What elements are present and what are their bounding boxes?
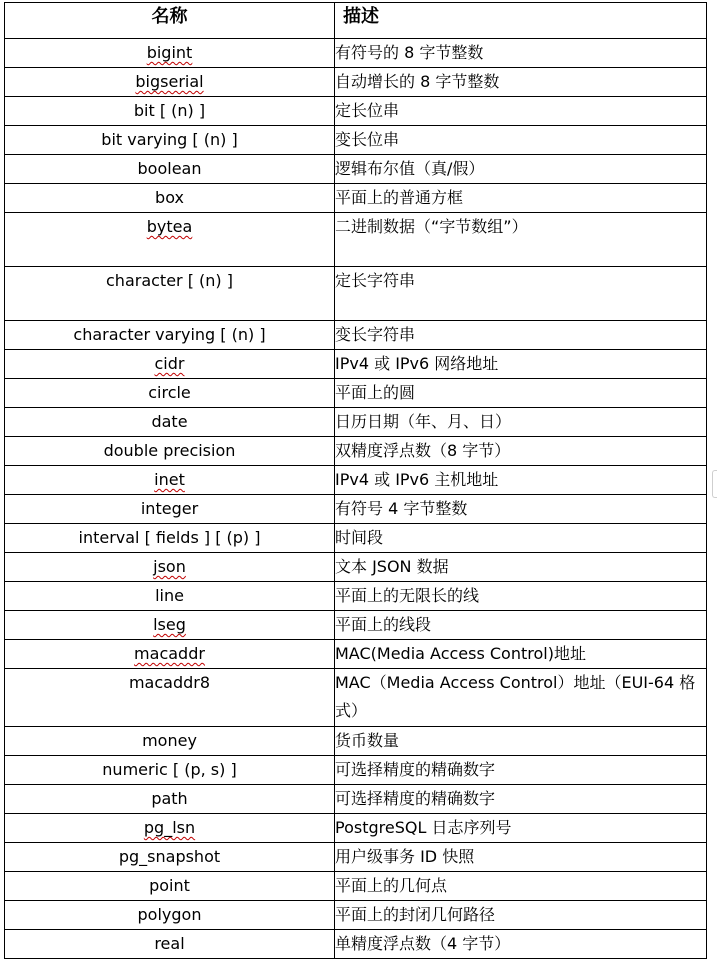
table-row (5, 872, 707, 901)
type-description: 可选择精度的精确数字 (335, 785, 707, 814)
table-row (5, 930, 707, 959)
type-name: point (149, 876, 190, 895)
type-name: cidr (154, 354, 185, 373)
type-name-cell (5, 379, 335, 408)
table-row (5, 97, 707, 126)
type-name: bigserial (135, 72, 204, 91)
table-row (5, 611, 707, 640)
table-row (5, 843, 707, 872)
table-row (5, 901, 707, 930)
table-row (5, 669, 707, 727)
type-name: pg_snapshot (118, 847, 221, 866)
type-description: IPv4 或 IPv6 网络地址 (335, 350, 707, 379)
type-name: box (155, 188, 184, 207)
type-description: 平面上的无限长的线 (335, 582, 707, 611)
type-name-cell (5, 39, 335, 68)
type-name: interval [ fields ] [ (p) ] (78, 528, 261, 547)
type-name-cell (5, 524, 335, 553)
type-name: date (151, 412, 188, 431)
type-name: bit [ (n) ] (133, 101, 206, 120)
type-name-cell (5, 97, 335, 126)
type-name-cell (5, 350, 335, 379)
table-row (5, 756, 707, 785)
table-row (5, 553, 707, 582)
type-name-cell (5, 68, 335, 97)
type-name: numeric [ (p, s) ] (102, 760, 237, 779)
type-name-cell (5, 408, 335, 437)
table-body (5, 39, 707, 959)
type-description: IPv4 或 IPv6 主机地址 (335, 466, 707, 495)
type-description: 平面上的圆 (335, 379, 707, 408)
type-name: money (142, 731, 197, 750)
type-name-cell (5, 640, 335, 669)
type-name: pg_lsn (143, 818, 196, 837)
type-description: 有符号的 8 字节整数 (335, 39, 707, 68)
type-description: 可选择精度的精确数字 (335, 756, 707, 785)
table-row (5, 495, 707, 524)
table-row (5, 321, 707, 350)
type-name: character [ (n) ] (106, 271, 233, 290)
type-name-cell (5, 930, 335, 959)
table-row (5, 582, 707, 611)
table-row (5, 213, 707, 267)
type-name: bigint (146, 43, 193, 62)
type-description: 日历日期（年、月、日） (335, 408, 707, 437)
type-description: 有符号 4 字节整数 (335, 495, 707, 524)
type-name: line (155, 586, 184, 605)
type-description: 定长字符串 (335, 267, 707, 321)
type-description: 平面上的线段 (335, 611, 707, 640)
table-row (5, 408, 707, 437)
data-types-table (4, 2, 707, 959)
type-description: 用户级事务 ID 快照 (335, 843, 707, 872)
header-description: 描述 (335, 3, 707, 39)
table-row (5, 524, 707, 553)
table-row (5, 184, 707, 213)
type-name: polygon (137, 905, 202, 924)
type-name-cell (5, 756, 335, 785)
type-name-cell (5, 155, 335, 184)
type-name-cell (5, 901, 335, 930)
type-description: 平面上的普通方框 (335, 184, 707, 213)
type-description: 文本 JSON 数据 (335, 553, 707, 582)
type-name: macaddr (134, 644, 205, 663)
type-name-cell (5, 495, 335, 524)
type-description: 单精度浮点数（4 字节） (335, 930, 707, 959)
type-name: bit varying [ (n) ] (101, 130, 238, 149)
type-description: 逻辑布尔值（真/假） (335, 155, 707, 184)
table-row (5, 785, 707, 814)
table-row (5, 640, 707, 669)
type-name: path (151, 789, 188, 808)
type-name: macaddr8 (128, 673, 211, 692)
type-name: integer (140, 499, 199, 518)
type-name-cell (5, 814, 335, 843)
table-row (5, 379, 707, 408)
type-name: json (153, 557, 186, 576)
type-name-cell (5, 669, 335, 727)
type-description: 定长位串 (335, 97, 707, 126)
type-name: lseg (153, 615, 186, 634)
header-name: 名称 (5, 3, 335, 39)
type-name-cell (5, 611, 335, 640)
type-name-cell (5, 582, 335, 611)
type-name-cell (5, 267, 335, 321)
type-description: 货币数量 (335, 727, 707, 756)
type-name: double precision (103, 441, 236, 460)
type-name-cell (5, 727, 335, 756)
type-name: boolean (137, 159, 202, 178)
table-row (5, 267, 707, 321)
type-description: 时间段 (335, 524, 707, 553)
scroll-edge-handle[interactable] (712, 470, 717, 498)
table-row (5, 814, 707, 843)
type-name: circle (148, 383, 191, 402)
type-description: 变长字符串 (335, 321, 707, 350)
table-row (5, 466, 707, 495)
table-row (5, 437, 707, 466)
type-name: inet (154, 470, 185, 489)
type-description: 变长位串 (335, 126, 707, 155)
type-name-cell (5, 785, 335, 814)
type-description: MAC(Media Access Control)地址 (335, 640, 707, 669)
table-row (5, 68, 707, 97)
type-description: PostgreSQL 日志序列号 (335, 814, 707, 843)
type-name-cell (5, 843, 335, 872)
type-name: character varying [ (n) ] (73, 325, 266, 344)
table-row (5, 126, 707, 155)
type-description: 自动增长的 8 字节整数 (335, 68, 707, 97)
type-name-cell (5, 213, 335, 267)
type-name: bytea (146, 217, 193, 236)
type-description: MAC（Media Access Control）地址（EUI-64 格式） (335, 669, 707, 727)
type-description: 平面上的封闭几何路径 (335, 901, 707, 930)
table-row (5, 727, 707, 756)
type-name-cell (5, 437, 335, 466)
table-row (5, 350, 707, 379)
type-description: 平面上的几何点 (335, 872, 707, 901)
type-description: 二进制数据（“字节数组”） (335, 213, 707, 267)
type-name-cell (5, 184, 335, 213)
table-row (5, 39, 707, 68)
type-name-cell (5, 321, 335, 350)
type-name-cell (5, 466, 335, 495)
type-name-cell (5, 872, 335, 901)
table-row (5, 155, 707, 184)
type-name-cell (5, 553, 335, 582)
type-name: real (154, 934, 185, 953)
table-header-row (5, 3, 707, 39)
type-description: 双精度浮点数（8 字节） (335, 437, 707, 466)
type-name-cell (5, 126, 335, 155)
